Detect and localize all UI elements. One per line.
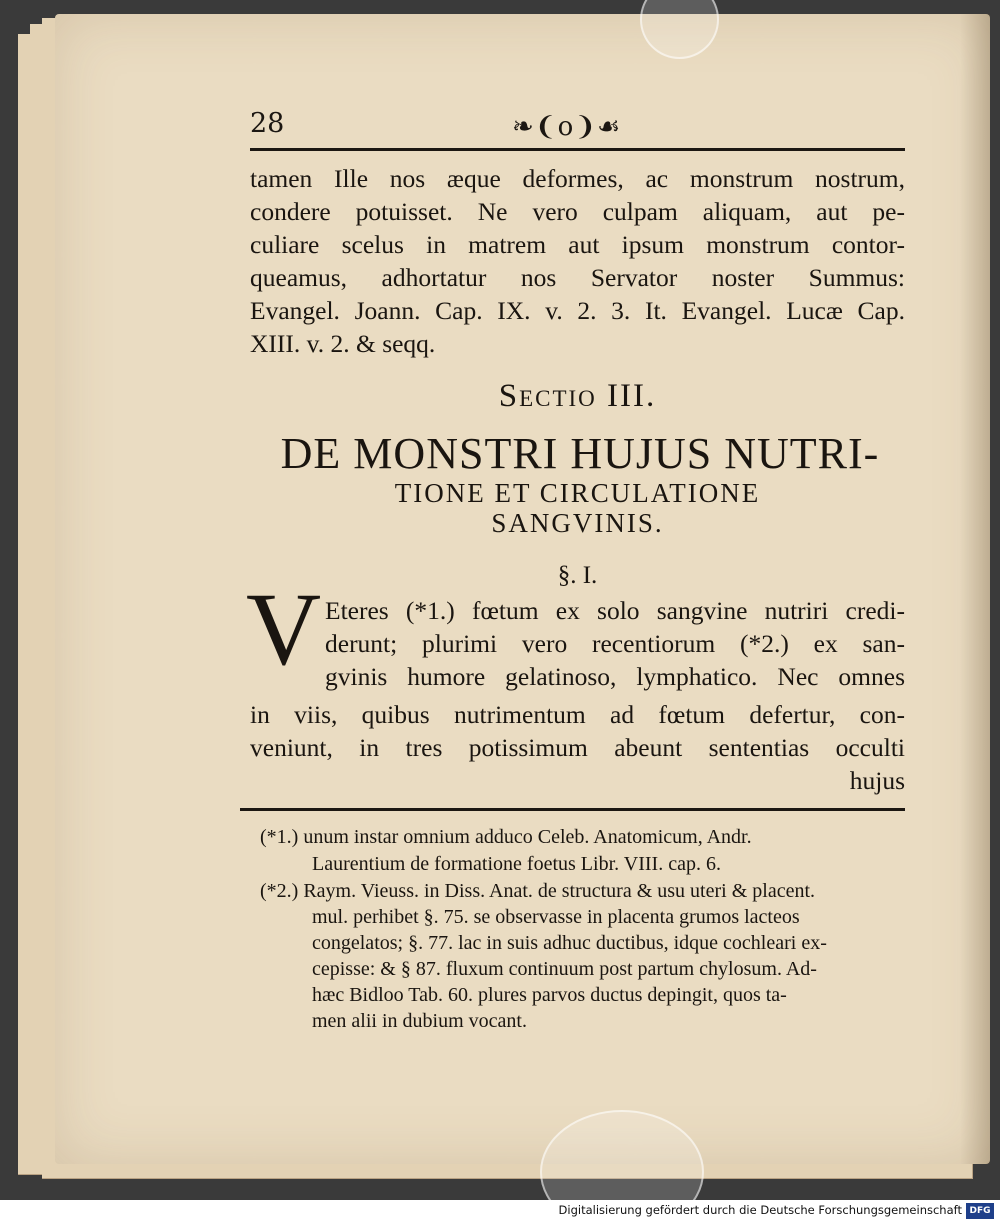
section-line: in viis, quibus nutrimentum ad fœtum defertur, con-: [250, 700, 905, 729]
body-line: queamus, adhortatur nos Servator noster Summus:: [250, 263, 905, 292]
footnote-rule: [240, 808, 905, 811]
body-line: culiare scelus in matrem aut ipsum monstrum contor-: [250, 230, 905, 259]
section-line: Eteres (*1.) fœtum ex solo sangvine nutriri credi-: [325, 596, 905, 625]
section-line: gvinis humore gelatinoso, lymphatico. Nec omnes: [325, 662, 905, 691]
section-title-line-3: SANGVINIS.: [491, 508, 664, 538]
footnote-line: men alii in dubium vocant.: [312, 1010, 527, 1032]
page-fold-shadow: [960, 14, 990, 1164]
footnote-line: hæc Bidloo Tab. 60. plures parvos ductus depingit, quos ta-: [312, 984, 787, 1006]
section-line: veniunt, in tres potissimum abeunt sententias occulti: [250, 733, 905, 762]
section-line: derunt; plurimi vero recentiorum (*2.) ex san-: [325, 629, 905, 658]
header-ornament: ❧❨o❩☙: [512, 112, 622, 142]
footnote-line: (*1.) unum instar omnium adduco Celeb. Anatomicum, Andr.: [260, 826, 752, 848]
body-line: condere potuisset. Ne vero culpam aliquam, aut pe-: [250, 197, 905, 226]
drop-capital: V: [246, 572, 322, 687]
footer-bar: [0, 1200, 1000, 1223]
body-line: XIII. v. 2. & seqq.: [250, 329, 436, 358]
catchword: hujus: [849, 766, 905, 795]
footnote-line: (*2.) Raym. Vieuss. in Diss. Anat. de structura & usu uteri & placent.: [260, 880, 816, 902]
dfg-logo: DFG: [966, 1203, 994, 1219]
running-header: [250, 108, 905, 148]
header-rule: [250, 148, 905, 151]
footnote-line: Laurentium de formatione foetus Libr. VIII. cap. 6.: [312, 853, 721, 875]
footnote-line: congelatos; §. 77. lac in suis adhuc ductibus, idque cochleari ex-: [312, 932, 827, 954]
body-line: Evangel. Joann. Cap. IX. v. 2. 3. It. Evangel. Lucæ Cap.: [250, 296, 905, 325]
section-title-line-1: DE MONSTRI HUJUS NUTRI-: [280, 429, 880, 478]
page-number: 28: [250, 108, 285, 139]
footnote-line: cepisse: & § 87. fluxum continuum post partum chylosum. Ad-: [312, 958, 817, 980]
paragraph-mark: §. I.: [557, 562, 598, 589]
footer-credit: Digitalisierung gefördert durch die Deutsche Forschungsgemeinschaft: [558, 1203, 962, 1217]
body-line: tamen Ille nos æque deformes, ac monstrum nostrum,: [250, 164, 905, 193]
footnote-line: mul. perhibet §. 75. se observasse in placenta grumos lacteos: [312, 906, 800, 928]
section-title-line-2: TIONE ET CIRCULATIONE: [394, 478, 761, 508]
section-heading: Sectio III.: [498, 378, 657, 414]
